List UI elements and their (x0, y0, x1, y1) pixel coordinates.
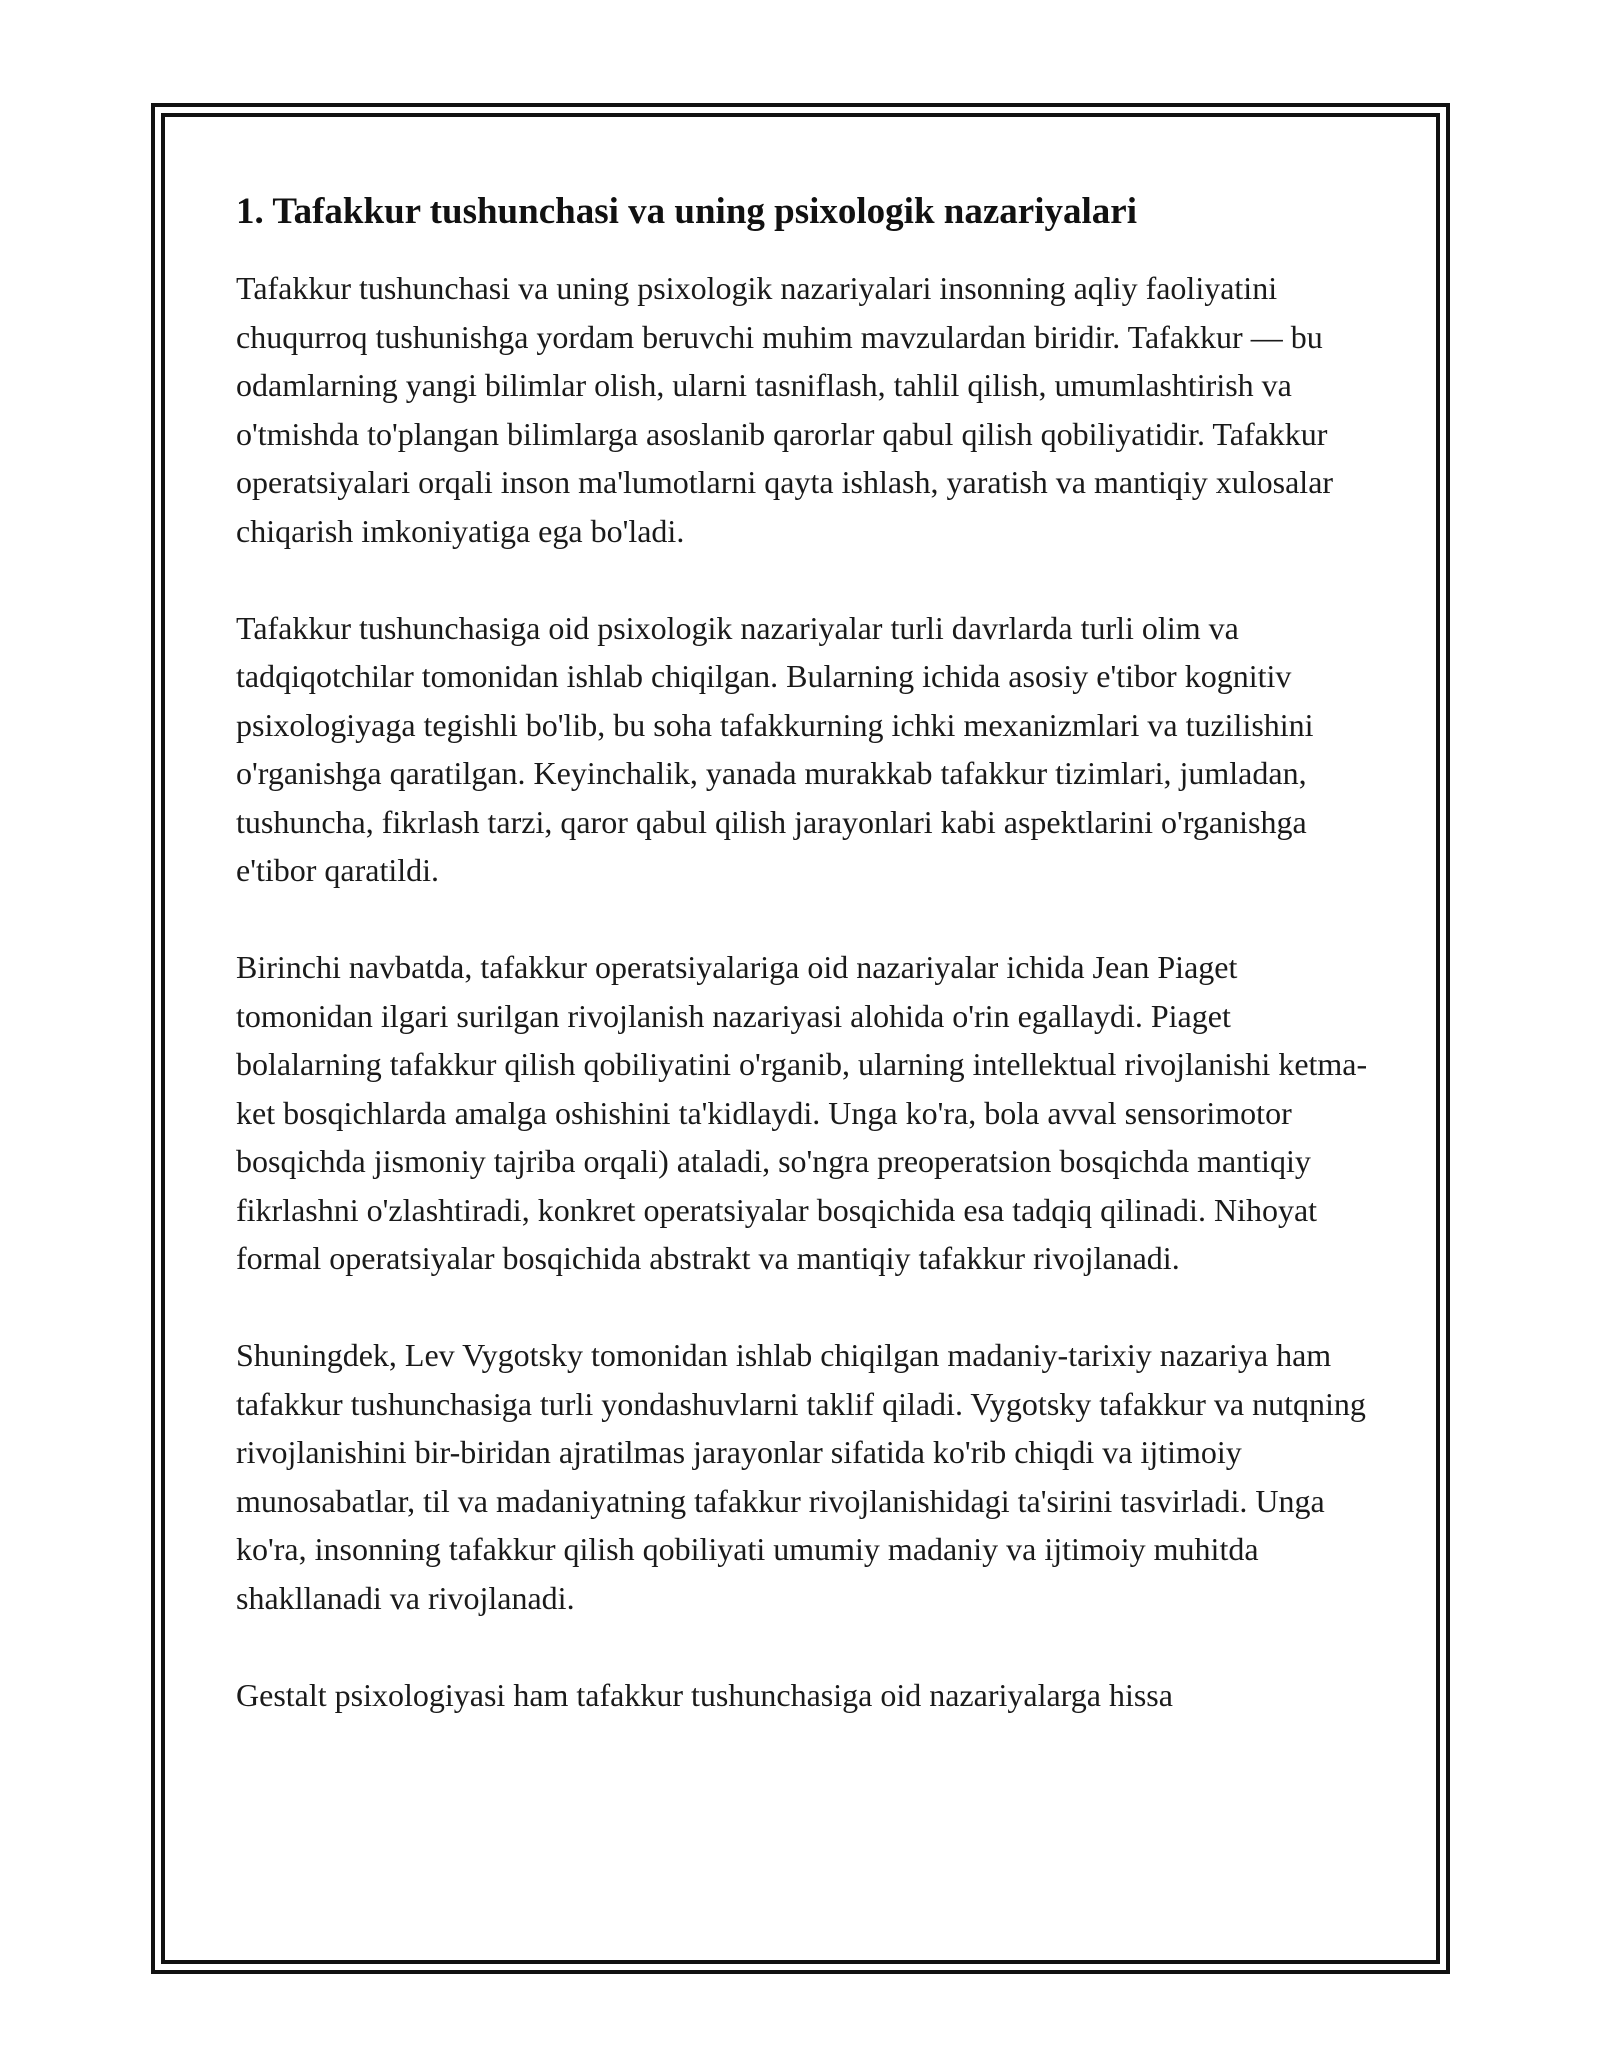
paragraph-1: Tafakkur tushunchasi va uning psixologik nazariyalari insonning aqliy faoliyatini chuqurroq tushunishga yordam beruvchi muhim mavzulardan biridir. Tafakkur — bu odamlarning yangi bilimlar olish, ularni tasniflash, tahlil qilish, umumlashtirish va o'tmishda to'plangan bilimlarga asoslanib qarorlar qabul qilish qobiliyatidir. Tafakkur operatsiyalari orqali inson ma'lumotlarni qayta ishlash, yaratish va mantiqiy xulosalar chiqarish imkoniyatiga ega bo'ladi. (236, 270, 1334, 549)
paragraph-4: Shuningdek, Lev Vygotsky tomonidan ishlab chiqilgan madaniy-tarixiy nazariya ham tafakkur tushunchasiga turli yondashuvlarni taklif qiladi. Vygotsky tafakkur va nutqning rivojlanishini bir-biridan ajratilmas jarayonlar sifatida ko'rib chiqdi va ijtimoiy munosabatlar, til va madaniyatning tafakkur rivojlanishidagi ta'sirini tasvirladi. Unga ko'ra, insonning tafakkur qilish qobiliyati umumiy madaniy va ijtimoiy muhitda shakllanadi va rivojlanadi. (236, 1337, 1366, 1616)
document-body (236, 188, 1376, 1719)
paragraph-3: Birinchi navbatda, tafakkur operatsiyalariga oid nazariyalar ichida Jean Piaget tomonidan ilgari surilgan rivojlanish nazariyasi alohida o'rin egallaydi. Piaget bolalarning tafakkur qilish qobiliyatini o'rganib, ularning intellektual rivojlanishi ketma-ket bosqichlarda amalga oshishini ta'kidlaydi. Unga ko'ra, bola avval sensorimotor bosqichda jismoniy tajriba orqali) ataladi, so'ngra preoperatsion bosqichda mantiqiy fikrlashni o'zlashtiradi, konkret operatsiyalar bosqichida esa tadqiq qilinadi. Nihoyat formal operatsiyalar bosqichida abstrakt va mantiqiy tafakkur rivojlanadi. (236, 949, 1368, 1276)
paragraph-2: Tafakkur tushunchasiga oid psixologik nazariyalar turli davrlarda turli olim va tadqiqotchilar tomonidan ishlab chiqilgan. Bularning ichida asosiy e'tibor kognitiv psixologiyaga tegishli bo'lib, bu soha tafakkurning ichki mexanizmlari va tuzilishini o'rganishga qaratilgan. Keyinchalik, yanada murakkab tafakkur tizimlari, jumladan, tushuncha, fikrlash tarzi, qaror qabul qilish jarayonlari kabi aspektlarini o'rganishga e'tibor qaratildi. (236, 609, 1314, 888)
section-heading: 1. Tafakkur tushunchasi va uning psixologik nazariyalari (236, 191, 1137, 232)
paragraph-5: Gestalt psixologiyasi ham tafakkur tushunchasiga oid nazariyalarga hissa (236, 1676, 1173, 1713)
